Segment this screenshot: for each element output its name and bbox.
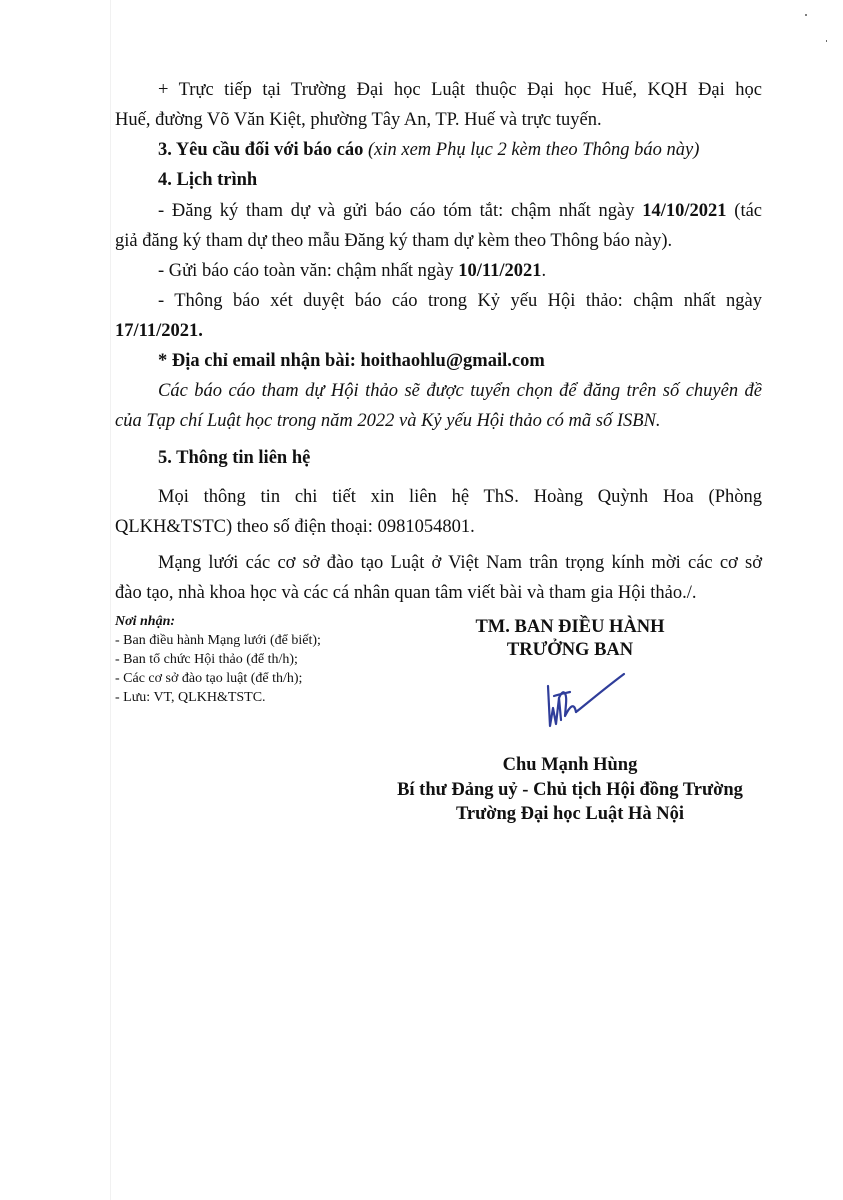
contact-line-2: QLKH&TSTC) theo số điện thoại: 0981054801. — [115, 517, 475, 537]
section-3 — [158, 138, 699, 162]
signature-role: TRƯỞNG BAN — [506, 640, 634, 660]
selection-line-1: Các báo cáo tham dự Hội thảo sẽ được tuyển chọn để đăng trên số chuyên đề — [158, 381, 762, 401]
scan-speck — [826, 40, 827, 42]
venue-line-1: + Trực tiếp tại Trường Đại học Luật thuộc Đại học Huế, KQH Đại học — [158, 80, 762, 100]
recipient-item: - Ban tổ chức Hội thảo (để th/h); — [115, 652, 298, 667]
section-5-title: 5. Thông tin liên hệ — [158, 448, 311, 468]
page-edge — [110, 0, 111, 1200]
selection-line-2: của Tạp chí Luật học trong năm 2022 và Kỷ yếu Hội thảo có mã số ISBN. — [115, 411, 661, 431]
section-3-note: (xin xem Phụ lục 2 kèm theo Thông báo này) — [368, 140, 700, 160]
registration-text-end: (tác — [734, 201, 763, 221]
invite-line-1: Mạng lưới các cơ sở đào tạo Luật ở Việt Nam trân trọng kính mời các cơ sở — [158, 553, 762, 573]
signer-title-1: Bí thư Đảng uỷ - Chủ tịch Hội đồng Trường — [397, 780, 743, 800]
email-line — [158, 349, 545, 373]
email-address: hoithaohlu@gmail.com — [360, 351, 545, 371]
signer-title-2: Trường Đại học Luật Hà Nội — [455, 804, 685, 824]
full-paper-end: . — [541, 261, 547, 281]
signer-name: Chu Mạnh Hùng — [502, 755, 638, 775]
recipient-item: - Lưu: VT, QLKH&TSTC. — [115, 690, 266, 705]
section-4-title: 4. Lịch trình — [158, 170, 258, 190]
invite-line-2: đào tạo, nhà khoa học và các cá nhân quan tâm viết bài và tham gia Hội thảo./. — [115, 583, 697, 603]
recipient-item: - Ban điều hành Mạng lưới (để biết); — [115, 633, 321, 648]
schedule-registration — [158, 199, 762, 223]
full-paper-text: - Gửi báo cáo toàn văn: chậm nhất ngày — [158, 261, 454, 281]
schedule-notice-line-1: - Thông báo xét duyệt báo cáo trong Kỷ yếu Hội thảo: chậm nhất ngày — [158, 291, 762, 311]
registration-date: 14/10/2021 — [642, 201, 727, 221]
full-paper-date: 10/11/2021 — [458, 261, 542, 281]
registration-line-2: giả đăng ký tham dự theo mẫu Đăng ký tham dự kèm theo Thông báo này). — [115, 231, 673, 251]
registration-text: - Đăng ký tham dự và gửi báo cáo tóm tắt: chậm nhất ngày — [158, 201, 635, 221]
signature-org: TM. BAN ĐIỀU HÀNH — [475, 617, 665, 637]
schedule-full-paper — [158, 259, 546, 283]
contact-line-1: Mọi thông tin chi tiết xin liên hệ ThS. Hoàng Quỳnh Hoa (Phòng — [158, 487, 762, 507]
handwritten-signature — [540, 668, 635, 740]
recipients-title: Nơi nhận: — [115, 614, 176, 629]
scan-speck — [805, 14, 807, 16]
schedule-notice-date: 17/11/2021. — [115, 321, 203, 341]
recipient-item: - Các cơ sở đào tạo luật (để th/h); — [115, 671, 303, 686]
email-label: * Địa chỉ email nhận bài: — [158, 351, 356, 371]
section-3-title: 3. Yêu cầu đối với báo cáo — [158, 140, 364, 160]
venue-line-2: Huế, đường Võ Văn Kiệt, phường Tây An, TP. Huế và trực tuyến. — [115, 110, 602, 130]
